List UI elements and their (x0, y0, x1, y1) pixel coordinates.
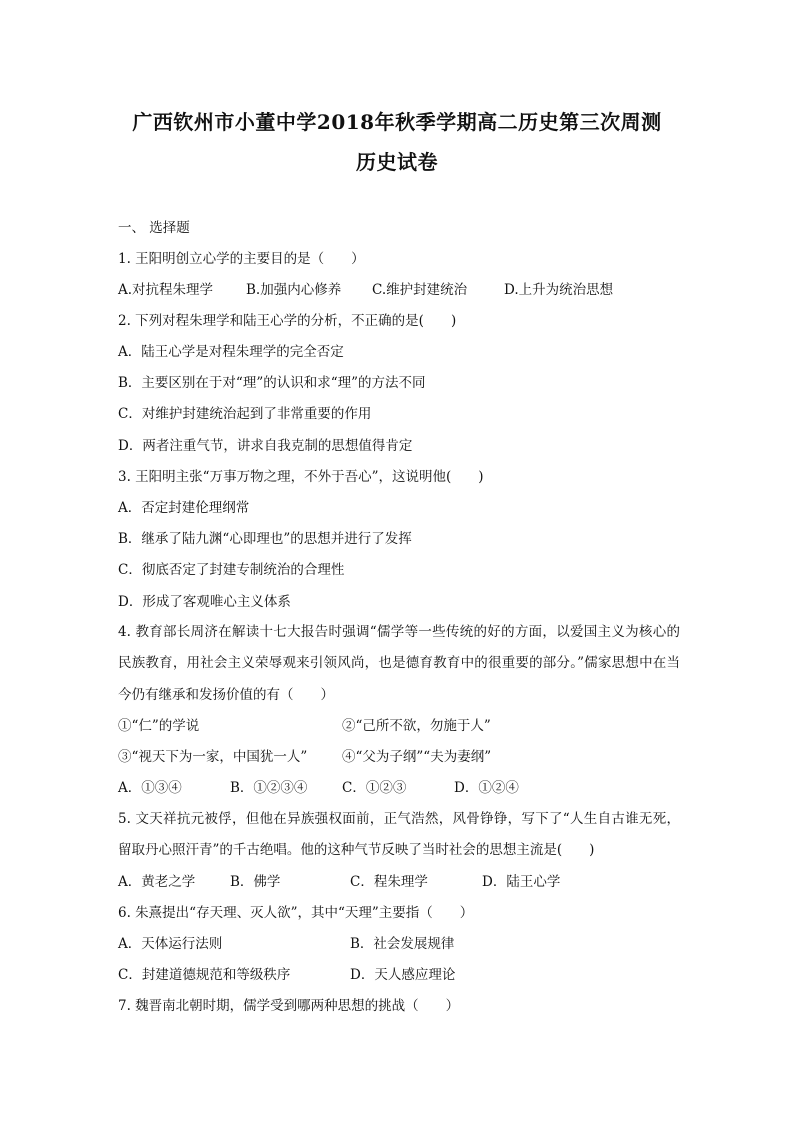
question-6-option-b: B．社会发展规律 (350, 936, 455, 952)
question-4-option-b: B．①②③④ (230, 780, 308, 796)
question-2-option-c: C．对维护封建统治起到了非常重要的作用 (118, 406, 372, 422)
question-5-option-b: B．佛学 (230, 874, 281, 890)
question-3-option-c: C．彻底否定了封建专制统治的合理性 (118, 562, 345, 578)
question-2-option-b: B．主要区别在于对“理”的认识和求“理”的方法不同 (118, 375, 426, 391)
question-5-stem: 5. 文天祥抗元被俘，但他在异族强权面前，正气浩然，风骨铮铮，写下了“人生自古谁无死，留取丹心照汗青”的千古绝唱。他的这种气节反映了当时社会的思想主流是( ) (118, 811, 680, 859)
question-4-option-c: C．①②③ (342, 780, 407, 796)
question-4-stem: 4. 教育部长周济在解读十七大报告时强调“儒学等一些传统的好的方面，以爱国主义为核心的民族教育，用社会主义荣辱观来引领风尚，也是德育教育中的很重要的部分。”儒家思想中在当今仍有继承和发扬价值的有（ ） (118, 624, 680, 703)
question-2-stem: 2. 下列对程朱理学和陆王心学的分析，不正确的是( ) (118, 313, 457, 329)
question-3-option-b: B．继承了陆九渊“心即理也”的思想并进行了发挥 (118, 531, 412, 547)
question-1-option-b: B.加强内心修养 (246, 282, 342, 298)
question-3-option-a: A．否定封建伦理纲常 (118, 500, 250, 516)
section-heading: 一、 选择题 (118, 220, 190, 236)
question-6-option-d: D．天人感应理论 (350, 967, 456, 983)
question-4-option-d: D．①②④ (454, 780, 519, 796)
question-2-option-d: D．两者注重气节，讲求自我克制的思想值得肯定 (118, 438, 413, 454)
question-7-stem: 7. 魏晋南北朝时期，儒学受到哪两种思想的挑战（ ） (118, 998, 460, 1014)
question-1-option-a: A.对抗程朱理学 (118, 282, 214, 298)
question-6-stem: 6. 朱熹提出“存天理、灭人欲”，其中“天理”主要指（ ） (118, 905, 474, 921)
question-1-stem: 1. 王阳明创立心学的主要目的是（ ） (118, 251, 365, 267)
question-2-option-a: A．陆王心学是对程朱理学的完全否定 (118, 344, 344, 360)
question-4-item-1: ①“仁”的学说 (118, 718, 200, 734)
question-4-option-a: A．①③④ (118, 780, 182, 796)
question-5-option-c: C．程朱理学 (350, 874, 428, 890)
question-4-item-2: ②“己所不欲，勿施于人” (342, 718, 491, 734)
question-6-option-a: A．天体运行法则 (118, 936, 223, 952)
question-4-item-3: ③“视天下为一家，中国犹一人” (118, 749, 308, 765)
question-5-option-a: A．黄老之学 (118, 874, 196, 890)
question-1-option-d: D.上升为统治思想 (504, 282, 614, 298)
question-3-stem: 3. 王阳明主张“万事万物之理，不外于吾心”，这说明他( ) (118, 469, 484, 485)
question-3-option-d: D．形成了客观唯心主义体系 (118, 594, 291, 610)
exam-subtitle: 历史试卷 (356, 150, 438, 174)
exam-title: 广西钦州市小董中学2018年秋季学期高二历史第三次周测 (132, 110, 662, 134)
question-1-option-c: C.维护封建统治 (372, 282, 468, 298)
question-4-item-4: ④“父为子纲”“夫为妻纲” (342, 749, 492, 765)
question-6-option-c: C．封建道德规范和等级秩序 (118, 967, 291, 983)
question-5-option-d: D．陆王心学 (482, 874, 561, 890)
